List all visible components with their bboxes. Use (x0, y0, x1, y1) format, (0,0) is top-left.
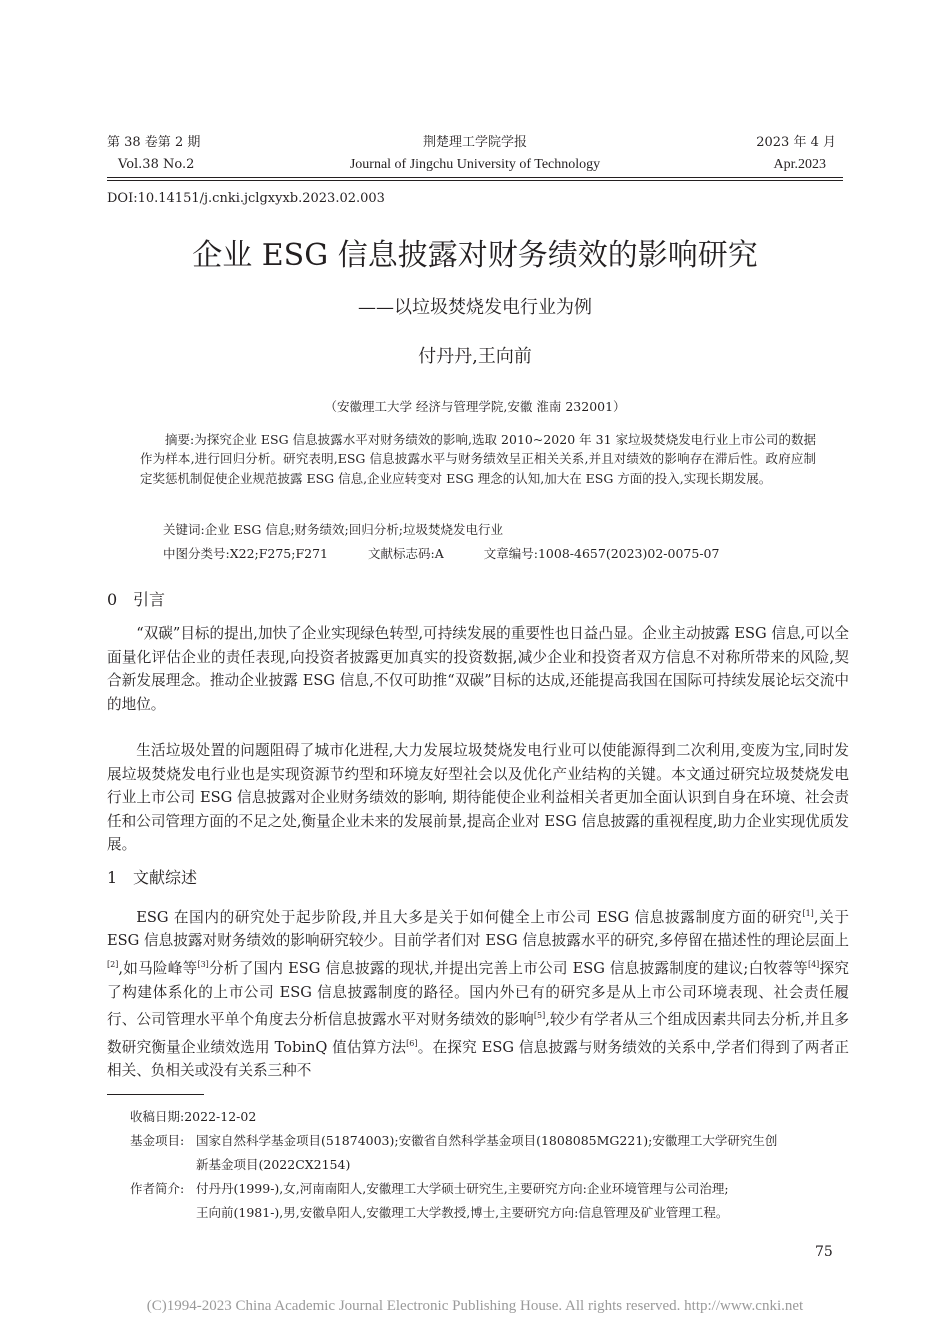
literature-paragraph (107, 902, 849, 1083)
citation-1: [1] (802, 909, 814, 918)
text-segment: ,关于 ESG 信息披露对财务绩效的影响研究较少。目前学者们对 ESG 信息披露水平的研究,多停留在描述性的理论层面上 (107, 908, 849, 950)
footnote-author-line-1: 付丹丹(1999-),女,河南南阳人,安徽理工大学硕士研究生,主要研究方向:企业环境管理与公司治理; (196, 1181, 729, 1196)
header-date-en: Apr.2023 (773, 157, 826, 172)
article-title: 企业 ESG 信息披露对财务绩效的影响研究 (192, 238, 758, 273)
keywords: 关键词:企业 ESG 信息;财务绩效;回归分析;垃圾焚烧发电行业 (163, 522, 503, 537)
footnote-rule (107, 1094, 204, 1095)
text-segment: 分析了国内 ESG 信息披露的现状,并提出完善上市公司 ESG 信息披露制度的建议;白牧蓉等 (208, 959, 808, 977)
text-segment: ESG 在国内的研究处于起步阶段,并且大多是关于如何健全上市公司 ESG 信息披露制度方面的研究 (136, 908, 803, 926)
header-journal-en: Journal of Jingchu University of Technology (349, 157, 601, 172)
footnote-received: 收稿日期:2022-12-02 (130, 1109, 257, 1124)
footnote-author-line-2: 王向前(1981-),男,安徽阜阳人,安徽理工大学教授,博士,主要研究方向:信息管理及矿业管理工程。 (196, 1205, 729, 1220)
citation-6: [6] (406, 1038, 418, 1048)
clc-number: 中图分类号:X22;F275;F271 (163, 546, 329, 561)
section-title: 文献综述 (133, 868, 198, 887)
intro-paragraph-2: 生活垃圾处置的问题阻碍了城市化进程,大力发展垃圾焚烧发电行业可以使能源得到二次利用,变废为宝,同时发展垃圾焚烧发电行业也是实现资源节约型和环境友好型社会以及优化产业结构的关键。本文通过研究垃圾焚烧发电行业上市公司 ESG 信息披露对企业财务绩效的影响, 期待能使企业利益相关者更加全面认识到自身在环境、社会责任和公司管理方面的不足之处,衡量企业未来的发展前景,提高企业对 ESG 信息披露的重视程度,助力企业实现优质发展。 (107, 742, 849, 854)
header-volume-en: Vol.38 No.2 (118, 157, 195, 172)
text-segment: 。在探究 ESG 信息披露与财务绩效的关系中,学者们得到了两者正相关、负相关或没有关系三种不 (107, 1038, 849, 1079)
header-rule-top (107, 177, 843, 178)
doi: DOI:10.14151/j.cnki.jclgxyxb.2023.02.003 (107, 191, 385, 206)
article-number: 文章编号:1008-4657(2023)02-0075-07 (483, 546, 720, 561)
authors: 付丹丹,王向前 (418, 346, 532, 367)
section-number: 0 (107, 590, 118, 609)
header-date-cn: 2023 年 4 月 (756, 135, 836, 150)
section-heading-introduction (107, 589, 165, 611)
citation-4: [4] (807, 960, 820, 970)
header-journal-cn: 荆楚理工学院学报 (422, 135, 527, 150)
section-heading-literature-review (107, 867, 197, 889)
article-subtitle: ——以垃圾焚烧发电行业为例 (358, 297, 592, 318)
footnote-fund-label: 基金项目: (130, 1133, 185, 1148)
footnote-fund-line-1: 国家自然科学基金项目(51874003);安徽省自然科学基金项目(1808085MG221);安徽理工大学研究生创 (196, 1133, 778, 1148)
header-volume-cn: 第 38 卷第 2 期 (107, 135, 201, 150)
citation-3: [3] (197, 960, 209, 970)
section-number: 1 (107, 868, 118, 887)
footnote-author-label: 作者简介: (130, 1181, 185, 1196)
intro-paragraph-1: “双碳”目标的提出,加快了企业实现绿色转型,可持续发展的重要性也日益凸显。企业主动披露 ESG 信息,可以全面量化评估企业的责任表现,向投资者披露更加真实的投资数据,减少企业和投资者双方信息不对称所带来的风险,契合新发展理念。推动企业披露 ESG 信息,不仅可助推“双碳”目标的达成,还能提高我国在国际可持续发展论坛交流中的地位。 (107, 625, 849, 713)
abstract: 摘要:为探究企业 ESG 信息披露水平对财务绩效的影响,选取 2010~2020 年 31 家垃圾焚烧发电行业上市公司的数据作为样本,进行回归分析。研究表明,ESG 信息披露水平与财务绩效呈正相关关系,并且对绩效的影响存在滞后性。政府应制定奖惩机制促使企业规范披露 ESG 信息,企业应转变对 ESG 理念的认知,加大在 ESG 方面的投入,实现长期发展。 (140, 432, 816, 486)
document-code: 文献标志码:A (368, 546, 444, 561)
header-rule-bottom (107, 180, 843, 181)
citation-2: [2] (107, 960, 119, 970)
footnote-fund-line-2: 新基金项目(2022CX2154) (196, 1157, 351, 1172)
classification-line (163, 545, 719, 563)
page-number: 75 (815, 1244, 833, 1260)
copyright-notice: (C)1994-2023 China Academic Journal Electronic Publishing House. All rights reserved. http://www.cnki.net (146, 1298, 804, 1314)
affiliation: （安徽理工大学 经济与管理学院,安徽 淮南 232001） (324, 399, 626, 414)
citation-5: [5] (533, 1011, 546, 1021)
text-segment: ,如马险峰等 (118, 959, 198, 977)
section-title: 引言 (133, 590, 166, 609)
text-segment: 探究了构建体系化的上市公司 ESG 信息披露制度的路径。国内外已有的研究多是从上市公司环境表现、社会责任履行、公司管理水平单个角度去分析信息披露水平对财务绩效的影响 (107, 959, 849, 1028)
text-segment: ,较少有学者从三个组成因素共同去分析,并且多数研究衡量企业绩效选用 TobinQ 值估算方法 (107, 1010, 849, 1056)
